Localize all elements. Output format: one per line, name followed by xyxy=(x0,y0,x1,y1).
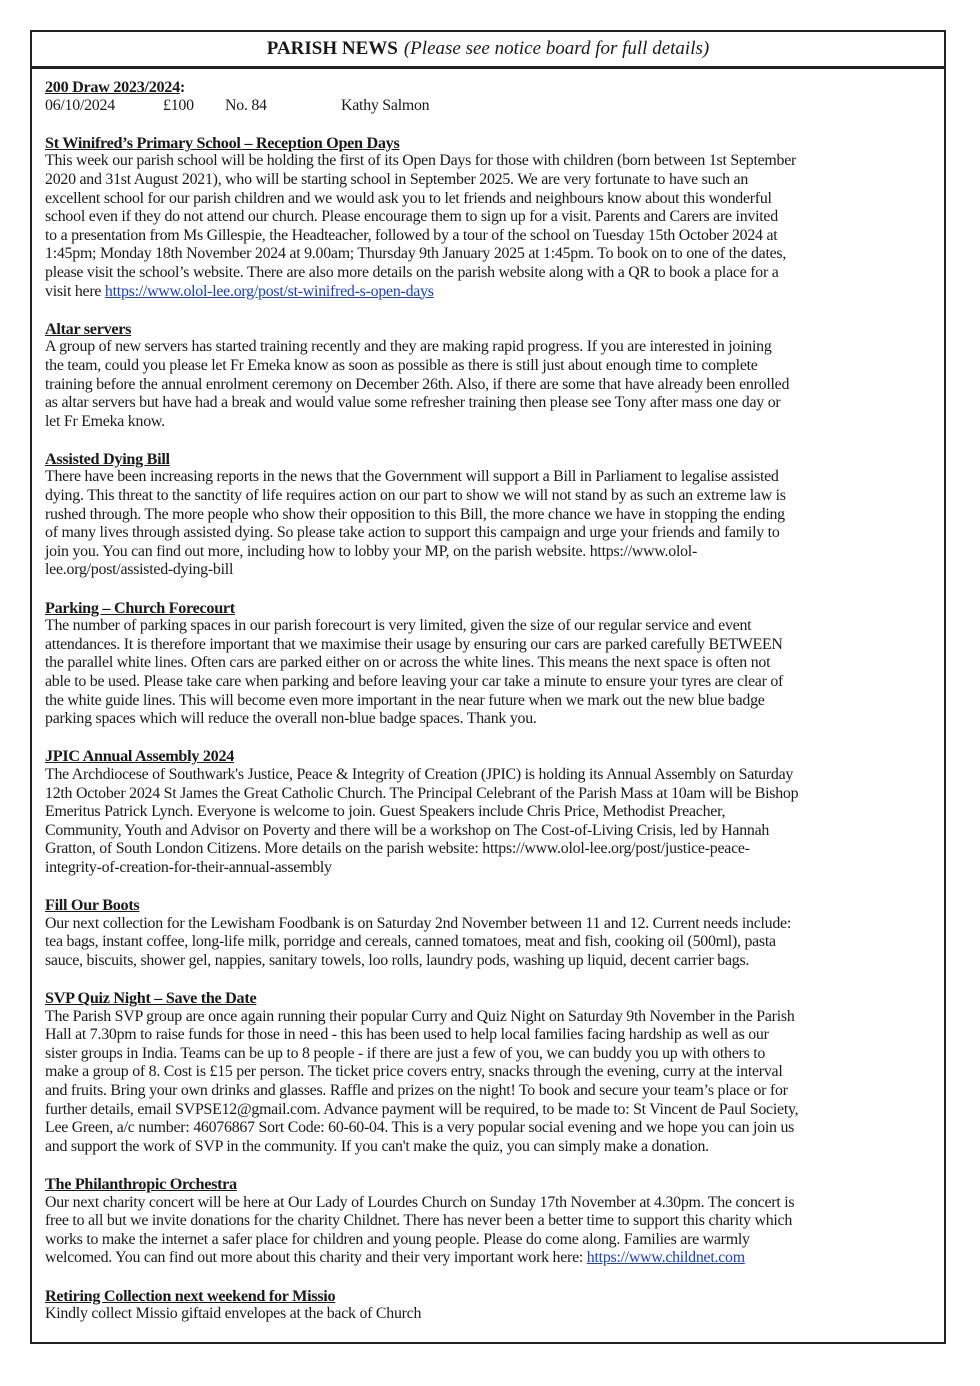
page-title: PARISH NEWS xyxy=(266,38,398,59)
section-text-line: sauce, biscuits, shower gel, nappies, sanitary towels, loo rolls, laundry pods, washing up liquid, decent carrier bags. xyxy=(45,951,750,969)
section-text-line: tea bags, instant coffee, long-life milk, porridge and cereals, canned tomatoes, meat and fish, cooking oil (500ml), pasta xyxy=(45,933,776,951)
section-text-line: Gratton, of South London Citizens. More details on the parish website: https://www.olol-lee.org/post/justice-peace- xyxy=(45,840,750,858)
draw-number: No. 84 xyxy=(225,96,267,114)
news-section xyxy=(45,134,940,301)
section-text-line: join you. You can find out more, including how to lobby your MP, on the parish website. https://www.olol- xyxy=(45,542,698,560)
section-text-line: Hall at 7.30pm to raise funds for those in need - this has been used to help local families facing hardship as well as our xyxy=(45,1026,769,1044)
news-section xyxy=(45,599,940,729)
section-text-line: 2020 and 31st August 2021), who will be starting school in September 2025. We are very fortunate to have such an xyxy=(45,170,749,188)
news-section xyxy=(45,1175,940,1268)
section-text-line: rushed through. The more people who show their opposition to this Bill, the more chance we have in stopping the ending xyxy=(45,505,785,523)
page-header xyxy=(30,30,946,68)
section-text-line: Emeritus Patrick Lynch. Everyone is welcome to join. Guest Speakers include Chris Price, Methodist Preacher, xyxy=(45,803,726,821)
section-text-line: Lee Green, a/c number: 46076867 Sort Code: 60-60-04. This is a very popular social evening and we hope you can join us xyxy=(45,1119,795,1137)
section-text-line: and support the work of SVP in the community. If you can't make the quiz, you can simply make a donation. xyxy=(45,1137,709,1155)
page-subtitle: (Please see notice board for full details) xyxy=(403,38,710,59)
section-text-line: Our next charity concert will be here at Our Lady of Lourdes Church on Sunday 17th November at 4.30pm. The concert is xyxy=(45,1193,795,1211)
section-text-line: lee.org/post/assisted-dying-bill xyxy=(45,561,234,579)
draw-amount: £100 xyxy=(163,96,194,114)
section-text-line: further details, email SVPSE12@gmail.com. Advance payment will be required, to be made to: St Vincent de Paul Society, xyxy=(45,1100,799,1118)
news-section xyxy=(45,450,940,580)
section-text-line: let Fr Emeka know. xyxy=(45,412,165,430)
section-text-line: integrity-of-creation-for-their-annual-assembly xyxy=(45,858,332,876)
news-section xyxy=(45,747,940,877)
section-text-line: Our next collection for the Lewisham Foodbank is on Saturday 2nd November between 11 and 12. Current needs include: xyxy=(45,914,792,932)
section-text-line: Community, Youth and Advisor on Poverty and there will be a workshop on The Cost-of-Living Crisis, led by Hannah xyxy=(45,821,770,839)
news-content xyxy=(30,67,946,1344)
section-text-line: make a group of 8. Cost is £15 per person. The ticket price covers entry, snacks through the evening, curry at the interval xyxy=(45,1063,783,1081)
section-text-line: training before the annual enrolment ceremony on December 26th. Also, if there are some that have already been enrolled xyxy=(45,375,790,393)
section-heading: Fill Our Boots xyxy=(45,896,140,915)
section-heading: Altar servers xyxy=(45,319,132,338)
news-section xyxy=(45,896,940,970)
section-text-line: of many lives through assisted dying. So please take action to support this campaign and urge your friends and family to xyxy=(45,524,780,542)
news-section xyxy=(45,1287,940,1324)
draw-section xyxy=(45,78,940,115)
section-text-line: as altar servers but have had a break and would value some refresher training then please see Tony after mass one day or xyxy=(45,394,781,412)
section-text-line: able to be used. Please take care when parking and before leaving your car take a minute to ensure your tyres are clear of xyxy=(45,673,784,690)
section-heading: St Winifred’s Primary School – Reception Open Days xyxy=(45,133,400,152)
link-prefix: welcomed. You can find out more about this charity and their very important work here: xyxy=(45,1249,587,1267)
section-heading: JPIC Annual Assembly 2024 xyxy=(45,747,235,766)
section-text-line: sister groups in India. Teams can be up to 8 people - if there are just a few of you, we can buddy you up with others to xyxy=(45,1044,766,1062)
section-text-line: attendances. It is therefore important that we maximise their usage by ensuring our cars are parked carefully BETWEEN xyxy=(45,635,783,653)
draw-colon: : xyxy=(179,78,185,96)
section-text-line: dying. This threat to the sanctity of life requires action on our part to show we will not stand by as such an extreme law is xyxy=(45,487,786,505)
section-text-line: A group of new servers has started training recently and they are making rapid progress. If you are interested in joining xyxy=(45,338,772,356)
draw-winner: Kathy Salmon xyxy=(341,96,430,114)
section-heading: Retiring Collection next weekend for Missio xyxy=(45,1286,336,1305)
section-link[interactable]: https://www.childnet.com xyxy=(586,1249,745,1267)
section-text-line: works to make the internet a safer place for children and young people. Please do come along. Families are warmly xyxy=(45,1230,750,1248)
section-text-line: 12th October 2024 St James the Great Catholic Church. The Principal Celebrant of the Parish Mass at 10am will be Bishop xyxy=(45,784,799,802)
section-heading: The Philanthropic Orchestra xyxy=(45,1175,237,1194)
section-text-line: the parallel white lines. Often cars are parked either on or across the white lines. This means the next space is often not xyxy=(45,654,771,672)
section-heading: Assisted Dying Bill xyxy=(45,449,170,468)
section-text-line: parking spaces which will reduce the overall non-blue badge spaces. Thank you. xyxy=(45,710,537,728)
draw-heading: 200 Draw 2023/2024 xyxy=(45,78,180,96)
draw-date: 06/10/2024 xyxy=(45,96,115,114)
section-text-line: This week our parish school will be holding the first of its Open Days for those with children (born between 1st September xyxy=(45,152,797,170)
section-text-line: Kindly collect Missio giftaid envelopes at the back of Church xyxy=(45,1305,422,1323)
section-text-line: school even if they do not attend our church. Please encourage them to sign up for a visit. Parents and Carers are invited xyxy=(45,208,778,226)
news-section xyxy=(45,320,940,432)
link-prefix: visit here xyxy=(45,282,105,300)
section-text-line: The number of parking spaces in our parish forecourt is very limited, given the size of our regular service and event xyxy=(45,617,752,635)
news-section xyxy=(45,989,940,1156)
section-text-line: The Archdiocese of Southwark's Justice, Peace & Integrity of Creation (JPIC) is holding its Annual Assembly on Saturday xyxy=(45,765,794,783)
section-heading: Parking – Church Forecourt xyxy=(45,598,235,617)
section-text-line: There have been increasing reports in the news that the Government will support a Bill in Parliament to legalise assisted xyxy=(45,468,779,486)
section-text-line: 1:45pm; Monday 18th November 2024 at 9.00am; Thursday 9th January 2025 at 1:45pm. To book on to one of the dates, xyxy=(45,245,787,263)
section-text-line: to a presentation from Ms Gillespie, the Headteacher, followed by a tour of the school on Tuesday 15th October 2024 at xyxy=(45,226,778,244)
section-heading: SVP Quiz Night – Save the Date xyxy=(45,989,257,1008)
section-text-line: excellent school for our parish children and we would ask you to let friends and neighbours know about this wonderful xyxy=(45,189,772,207)
section-text-line: and fruits. Bring your own drinks and glasses. Raffle and prizes on the night! To book and secure your team’s place or for xyxy=(45,1082,788,1100)
section-link[interactable]: https://www.olol-lee.org/post/st-winifred-s-open-days xyxy=(104,282,434,300)
section-text-line: the team, could you please let Fr Emeka know as soon as possible as there is still just about enough time to complete xyxy=(45,356,758,374)
section-text-line: please visit the school’s website. There are also more details on the parish website along with a QR to book a place for a xyxy=(45,263,779,281)
section-text-line: The Parish SVP group are once again running their popular Curry and Quiz Night on Saturday 9th November in the Parish xyxy=(45,1007,795,1025)
section-text-line xyxy=(45,1249,940,1268)
section-text-line: the white guide lines. This will become even more important in the near future when we mark out the new blue badge xyxy=(45,691,765,709)
section-text-line: free to all but we invite donations for the charity Childnet. There has never been a better time to support this charity which xyxy=(45,1212,793,1230)
section-text-line xyxy=(45,283,940,302)
